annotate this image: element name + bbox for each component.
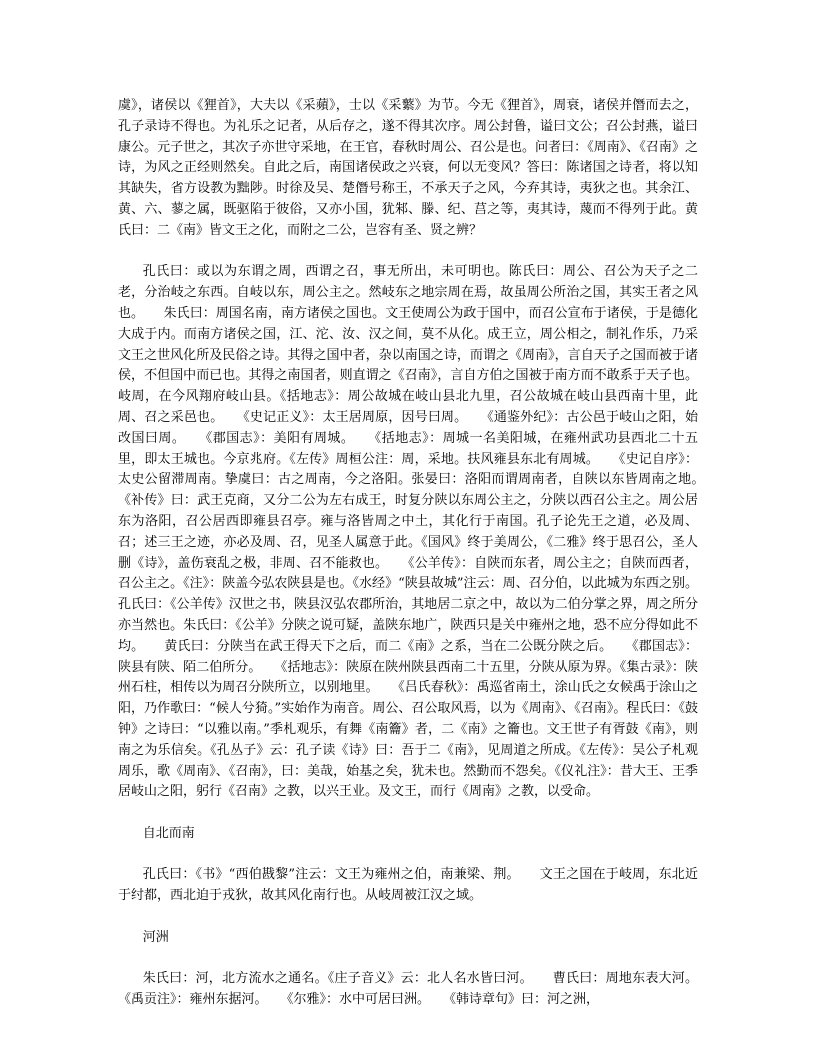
paragraph-spacer <box>118 242 698 263</box>
paragraph-spacer <box>118 845 698 866</box>
paragraph-spacer <box>118 803 698 824</box>
paragraph-spacer <box>118 907 698 928</box>
paragraph-spacer <box>118 949 698 970</box>
paragraph-river-isle: 朱氏曰：河，北方流水之通名。《庄子音义》云：北人名水皆曰河。 曹氏曰：周地东表大河。《禹贡注》：雍州东据河。 《尔雅》：水中可居曰洲。 《韩诗章句》曰：河之洲， <box>118 971 698 1008</box>
paragraph-continued: 虞》，诸侯以《狸首》，大夫以《采蘋》，士以《采蘩》为节。今无《狸首》，周衰，诸侯并僭而去之，孔子录诗不得也。为礼乐之记者，从后存之，遂不得其次序。周公封鲁，谥曰文公；召公封燕，谥曰康公。元子世之，其次子亦世守采地，在王官，春秋时周公、召公是也。问者曰：《周南》、《召南》之诗，为风之正经则然矣。自此之后，南国诸侯政之兴衰，何以无变风？答曰：陈诸国之诗者，将以知其缺失，省方设教为黜陟。时徐及吴、楚僭号称王，不承天子之风，今弃其诗，夷狄之也。其余江、黄、六、蓼之属，既驱陷于彼俗，又亦小国，犹邾、滕、纪、莒之等，夷其诗，蔑而不得列于此。黄氏曰：二《南》皆文王之化，而附之二公，岂容有圣、贤之辨？ <box>118 98 698 238</box>
paragraph-north-south: 孔氏曰：《书》“西伯戡黎”注云：文王为雍州之伯，南兼梁、荆。 文王之国在于岐周，东北近于纣都，西北迫于戎狄，故其风化南行也。从岐周被江汉之域。 <box>118 867 698 904</box>
document-page <box>118 96 725 1011</box>
section-heading-north-south: 自北而南 <box>142 825 195 841</box>
section-heading-river-isle: 河洲 <box>142 929 169 945</box>
paragraph-commentary: 孔氏曰：或以为东谓之周，西谓之召，事无所出，未可明也。陈氏曰：周公、召公为天子之二老，分治岐之东西。自岐以东，周公主之。然岐东之地宗周在焉，故虽周公所治之国，其实王者之风也。 朱氏曰：周国名南，南方诸侯之国也。文王使周公为政于国中，而召公宣布于诸侯，于是德化大成于内。而南方诸侯之国，江、沱、汝、汉之间，莫不从化。成王立，周公相之，制礼作乐，乃采文王之世风化所及民俗之诗。其得之国中者，杂以南国之诗，而谓之《周南》，言自天子之国而被于诸侯，不但国中而已也。其得之南国者，则直谓之《召南》，言自方伯之国被于南方而不敢系于天子也。岐周，在今风翔府岐山县。《括地志》：周公故城在岐山县北九里，召公故城在岐山县西南十里，此周、召之采邑也。 《史记正义》：太王居周原，因号曰周。 《通鉴外纪》：古公邑于岐山之阳，始改国曰周。 《郡国志》：美阳有周城。 《括地志》：周城一名美阳城，在雍州武功县西北二十五里，即太王城也。今京兆府。《左传》周桓公注：周，采地。扶风雍县东北有周城。 《史记自序》：太史公留滞周南。挚虞曰：古之周南，今之洛阳。张晏曰：洛阳而谓周南者，自陕以东皆周南之地。 《补传》曰：武王克商，又分二公为左右成王，时复分陕以东周公主之，分陕以西召公主之。周公居东为洛阳，召公居西即雍县召亭。雍与洛皆周之中土，其化行于南国。孔子论先王之道，必及周、召；述三王之迹，亦必及周、召，见圣人属意于此。《国风》终于美周公，《二雅》终于思召公，圣人删《诗》，盖伤衰乱之极，非周、召不能救也。 《公羊传》：自陕而东者，周公主之；自陕而西者，召公主之。《注》：陕盖今弘农陕县是也。《水经》“陕县故城”注云：周、召分伯，以此城为东西之别。孔氏曰：《公羊传》汉世之书，陕县汉弘农郡所治，其地居二京之中，故以为二伯分掌之界，周之所分亦当然也。朱氏曰：《公羊》分陕之说可疑，盖陕东地广，陕西只是关中雍州之地，恐不应分得如此不均。 黄氏曰：分陕当在武王得天下之后，而二《南》之系，当在二公既分陕之后。 《郡国志》：陕县有陕、陌二伯所分。 《括地志》：陕原在陕州陕县西南二十五里，分陕从原为界。《集古录》：陕州石柱，相传以为周召分陕所立，以别地里。 《吕氏春秋》：禹巡省南土，涂山氏之女候禹于涂山之阳，乃作歌曰：“候人兮猗。”实始作为南音。周公、召公取风焉，以为《周南》、《召南》。程氏曰：《鼓钟》之诗曰：“以雅以南。”季札观乐，有舞《南籥》者，二《南》之籥也。文王世子有胥鼓《南》，则南之为乐信矣。《孔丛子》云：孔子读《诗》曰：吾于二《南》，见周道之所成。《左传》：吴公子札观周乐，歌《周南》、《召南》，曰：美哉，始基之矣，犹未也。然勤而不怨矣。《仪礼注》：昔大王、王季居岐山之阳，躬行《召南》之教，以兴王业。及文王，而行《周南》之教，以受命。 <box>118 264 725 800</box>
